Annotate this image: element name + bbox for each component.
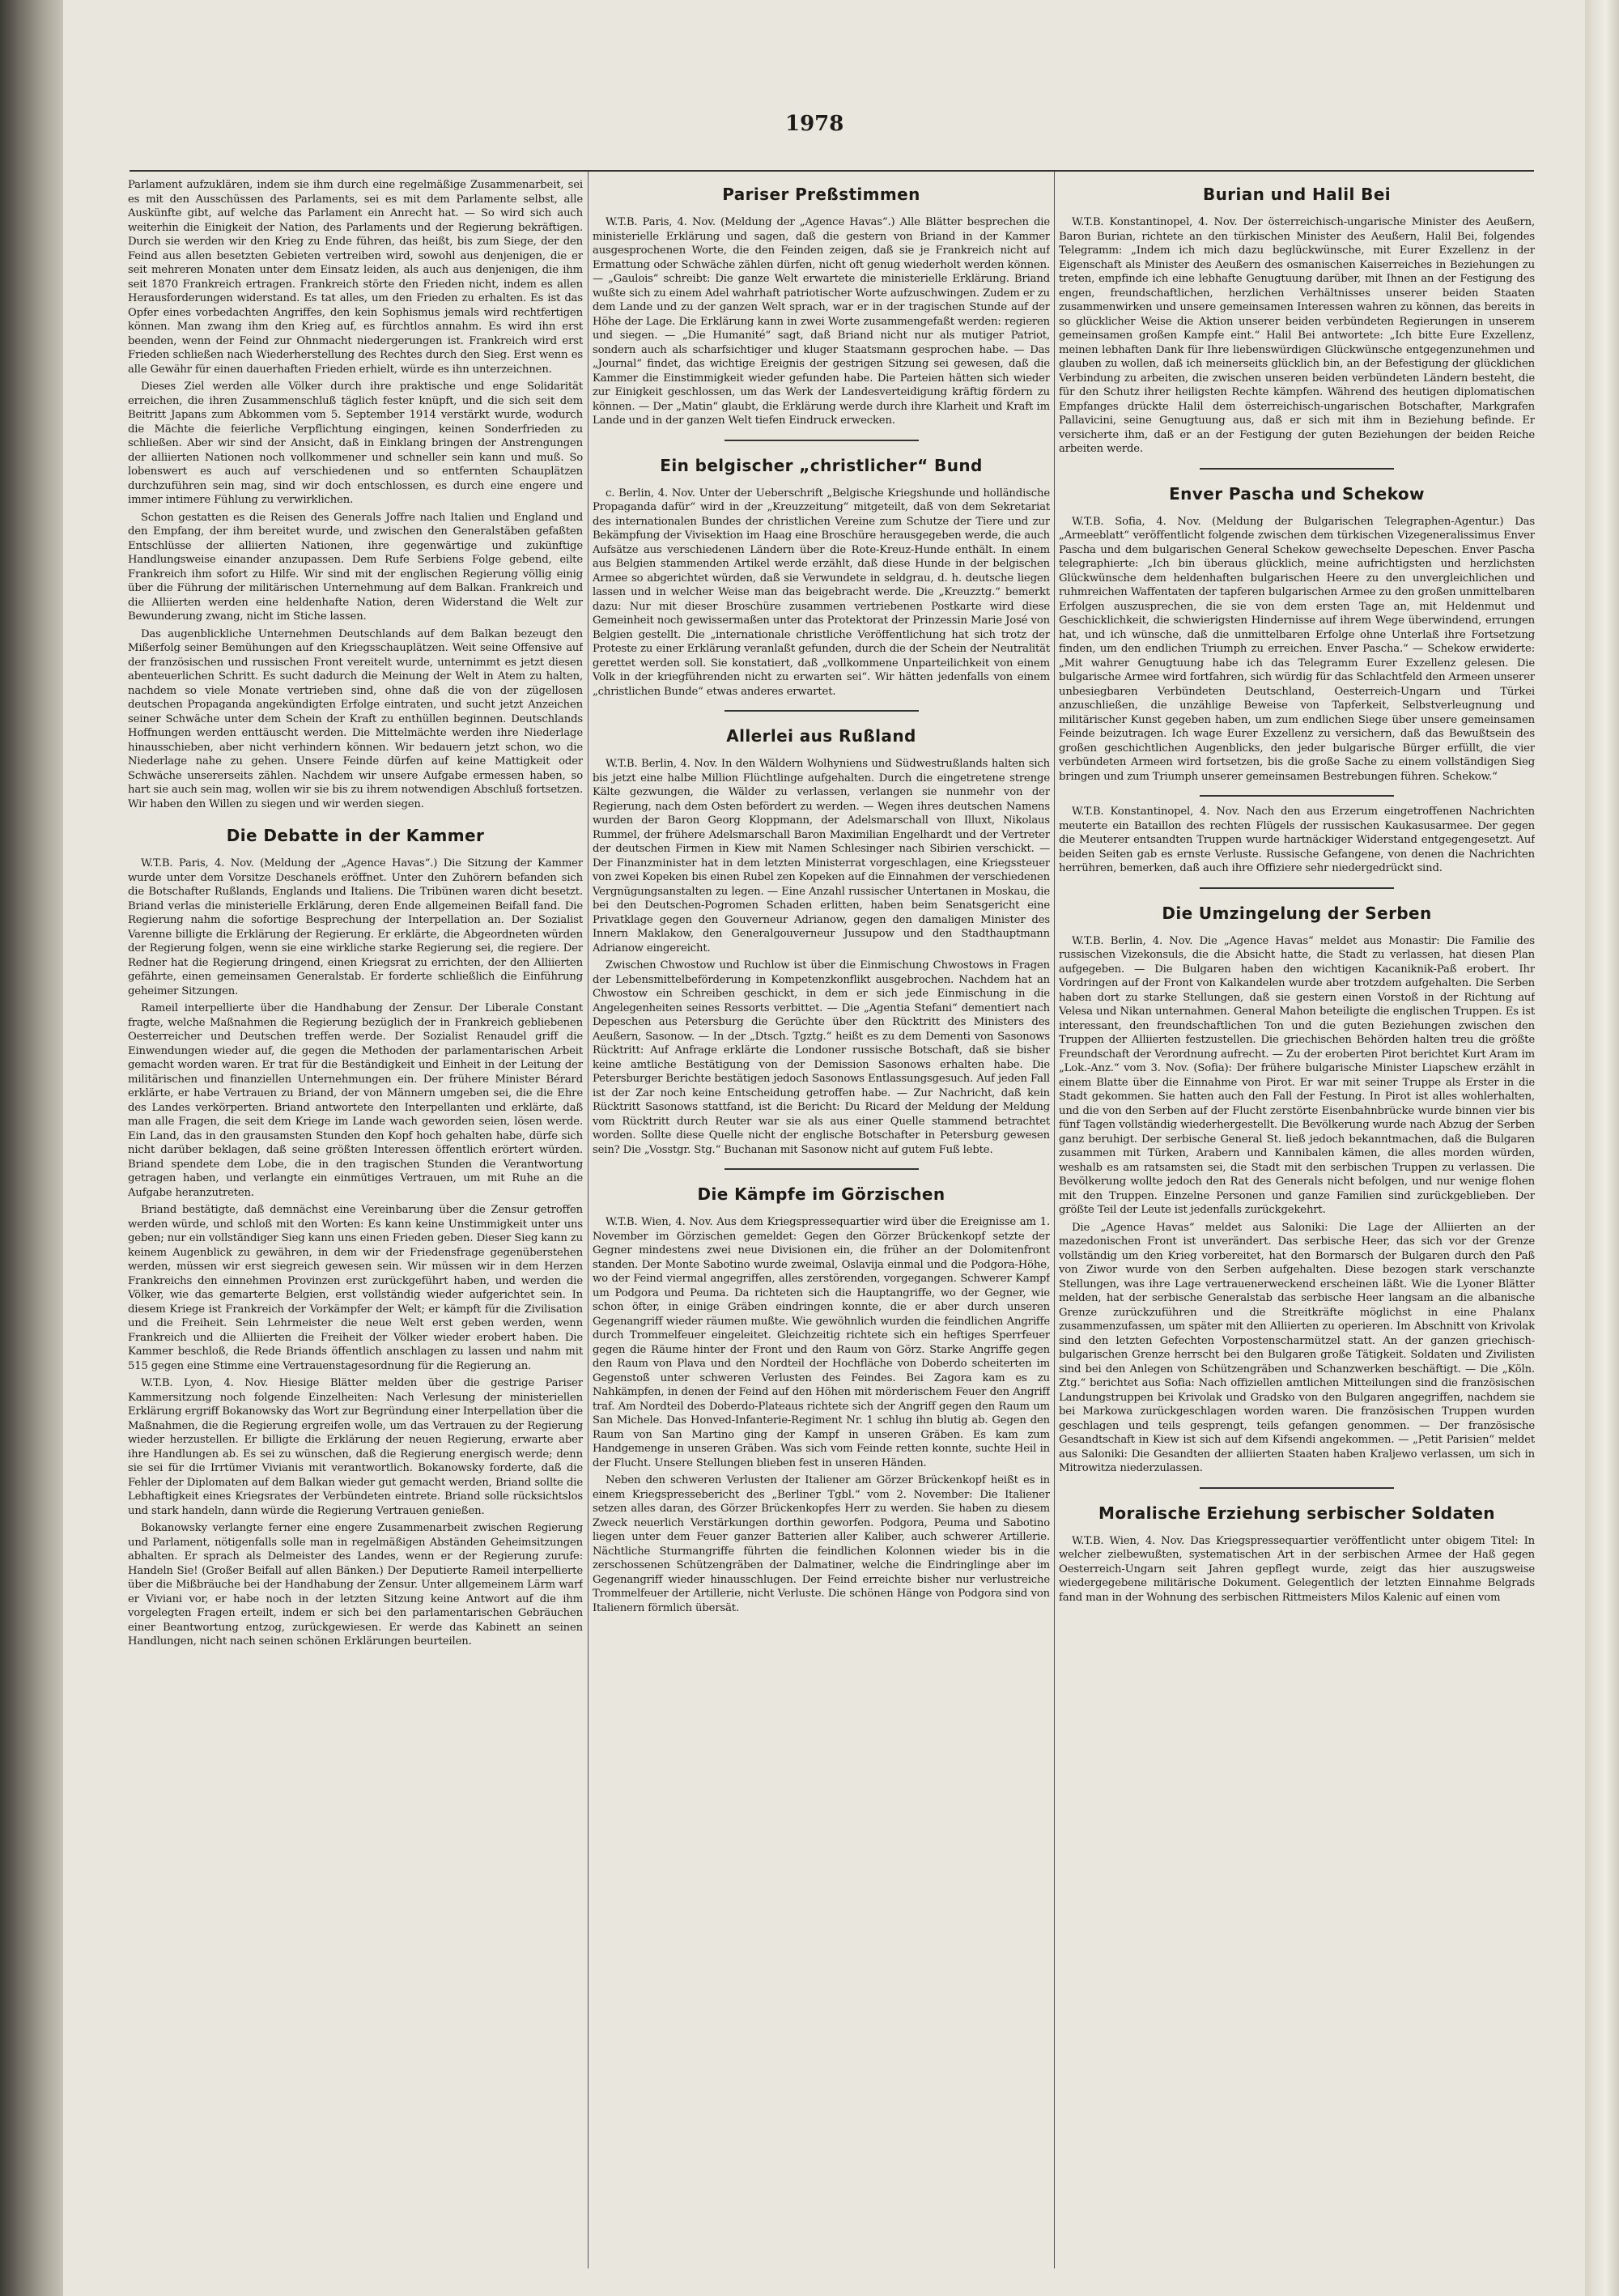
article-headline: Ein belgischer „christlicher“ Bund: [660, 455, 983, 475]
article-text: W.T.B. Wien, 4. Nov. Aus dem Kriegspressequartier wird über die Ereignisse am 1. November im Görzischen gemeldet: Gegen den Görzer Brückenkopf setzte der Gegner mindestens zwei neue Divisionen ein, die früher an der Dolomitenfront standen. Der Monte Sabotino wurde zweimal, Oslavija einmal und die Podgora-Höhe, wo der Feind viermal angegriffen, alles zerstörenden, vorgegangen. Schwerer Kampf um Podgora und Peuma. Da richteten sich die Hauptangriffe, wo der Gegner, wie schon öfter, in einige Gräben eindringen konnte, die er aber durch unseren Gegenangriff wieder räumen mußte. Wie gewöhnlich wurden die feindlichen Angriffe durch Trommelfeuer eingeleitet. Gleichzeitig richtete sich ein heftiges Sperrfeuer gegen die Räume hinter der Front und den Raum von Görz. Starke Angriffe gegen den Raum von Plava und den Nordteil der Hochfläche von Doberdo scheiterten im Gegenstoß unter schweren Verlusten des Feindes. Bei Zagora kam es zu Nahkämpfen, in denen der Feind auf den Höhen mit mörderischem Feuer den Angriff traf. Am Nordteil des Doberdo-Plateaus richtete sich der Angriff gegen den Raum um San Michele. Das Honved-Infanterie-Regiment Nr. 1 schlug ihn blutig ab. Gegen den Raum von San Martino ging der Kampf in unseren Gräben. Es kam zum Handgemenge in unseren Gräben. Was sich vom Feinde retten konnte, suchte Heil in der Flucht. Unsere Stellungen blieben fest in unseren Händen.: [593, 1216, 1050, 1469]
book-binding: [0, 0, 63, 2296]
column-right: [1059, 178, 1535, 2259]
article-text: Bokanowsky verlangte ferner eine engere Zusammenarbeit zwischen Regierung und Parlament, nötigenfalls solle man in regelmäßigen Abständen Geheimsitzungen abhalten. Er sprach als Delmeister des Landes, wenn er der Regierung zurufe: Handeln Sie! (Großer Beifall auf allen Bänken.) Der Deputierte Rameil interpellierte über die Mißbräuche bei der Handhabung der Zensur. Unter allgemeinem Lärm warf er Viviani vor, er habe noch in der letzten Sitzung keine Antwort auf die ihm vorgelegten Fragen erteilt, indem er sich bei den parlamentarischen Gebräuchen einer Beantwortung entzog, zurückgewiesen. Er werde das Kabinett an seinen Handlungen, nicht nach seinen schönen Erklärungen beurteilen.: [128, 1522, 583, 1648]
article-text: W.T.B. Paris, 4. Nov. (Meldung der „Agence Havas“.) Alle Blätter besprechen die ministerielle Erklärung und sagen, daß die gestern von Briand in der Kammer ausgesprochenen Worte, die den Feinden zeigen, daß sie je Frankreich nicht auf Ermattung oder Schwäche zählen dürfen, nicht oft genug wiederholt werden können. — „Gaulois“ schreibt: Die ganze Welt erwartete die ministerielle Erklärung. Briand wußte sich zu einem Adel wahrhaft patriotischer Worte aufzuschwingen. Zudem er zu dem Lande und zu der ganzen Welt sprach, war er in der tragischen Stunde auf der Höhe der Lage. Die Erklärung kann in zwei Worte zusammengefaßt werden: regieren und siegen. — „Die Humanité“ sagt, daß Briand nicht nur als mutiger Patriot, sondern auch als scharfsichtiger und kluger Staatsmann gesprochen habe. — Das „Journal“ findet, das wichtige Ereignis der gestrigen Sitzung sei gewesen, daß die Kammer die Einstimmigkeit wieder gefunden habe. Die Parteien hätten sich wieder zur Einigkeit geschlossen, um das Werk der Landesverteidigung kräftig fördern zu können. — Der „Matin“ glaubt, die Erklärung werde durch ihre Klarheit und Kraft im Lande und in der ganzen Welt tiefen Eindruck erwecken.: [593, 216, 1050, 427]
article-headline: Die Umzingelung der Serben: [1162, 903, 1432, 923]
article-text: Neben den schweren Verlusten der Italiener am Görzer Brückenkopf heißt es in einem Kriegspressebericht des „Berliner Tgbl.“ vom 2. November: Die Italiener setzen alles daran, des Görzer Brückenkopfes Herr zu werden. Sie haben zu diesem Zweck neuerlich Verstärkungen dorthin geworfen. Podgora, Peuma und Sabotino liegen unter dem Feuer ganzer Batterien aller Kaliber, auch schwerer Artillerie. Nächtliche Sturmangriffe führten die feindlichen Kolonnen wieder bis in die zerschossenen Schützengräben der Dalmatiner, welche die Eindringlinge aber im Gegenangriff wieder hinausschlugen. Der Feind erreichte bisher nur verlustreiche Trommelfeuer der Artillerie, nicht Verluste. Die schönen Hänge von Podgora sind von Italienern förmlich übersät.: [593, 1474, 1050, 1614]
section-separator: [725, 710, 919, 712]
article-text: W.T.B. Wien, 4. Nov. Das Kriegspressequartier veröffentlicht unter obigem Titel: In welcher zielbewußten, systematischen Art in der serbischen Armee der Haß gegen Oesterreich-Ungarn seit Jahren gepflegt wurde, zeigt das hier auszugsweise wiedergegebene militärische Dokument. Gelegentlich der letzten Einnahme Belgrads fand man in der Wohnung des serbischen Rittmeisters Milos Kalenic auf einen vom: [1059, 1534, 1535, 1604]
article-text: Rameil interpellierte über die Handhabung der Zensur. Der Liberale Constant fragte, welche Maßnahmen die Regierung bezüglich der in Frankreich gebliebenen Oesterreicher und Deutschen treffen werde. Der Sozialist Renaudel griff die Einwendungen wieder auf, die gegen die Methoden der parlamentarischen Arbeit gemacht worden waren. Er trat für die Beständigkeit und Einheit in der Leitung der militärischen und finanziellen Unternehmungen ein. Der frühere Minister Bérard erklärte, er habe Vertrauen zu Briand, der von Männern umgeben sei, die die Ehre des Landes verkörperten. Briand antwortete den Interpellanten und erklärte, daß man alle Fragen, die seit dem Kriege im Lande wach geworden seien, lösen werde. Ein Land, das in den grausamsten Stunden den Kopf hoch gehalten habe, dürfe sich nicht darüber beklagen, daß seine größten Interessen öffentlich erörtert würden. Briand spendete dem Lobe, die in den tragischen Stunden die Verantwortung getragen haben, und verlangte ein einmütiges Vertrauen, um mit Ruhe an die Aufgabe heranzutreten.: [128, 1002, 583, 1199]
section-separator: [1200, 468, 1394, 470]
section-separator: [1200, 1487, 1394, 1489]
article-text: Briand bestätigte, daß demnächst eine Vereinbarung über die Zensur getroffen werden würde, und schloß mit den Worten: Es kann keine Unstimmigkeit unter uns geben; nur ein vollständiger Sieg kann uns einen Frieden geben. Dieser Sieg kann zu keinem Augenblick zu gewähren, in dem wir der Friedensfrage gegenüberstehen werden, müssen wir erst siegreich gewesen sein. Wir müssen wir in dem Herzen Frankreichs den einnehmen Provinzen erst zurückgeführt haben, und werden die Völker, wie das gemarterte Belgien, erst vollständig wieder aufgerichtet sein. In diesem Kriege ist Frankreich der Vorkämpfer der Welt; er kämpft für die Zivilisation und die Freiheit. Sein Lehrmeister die neue Welt erst geben werden, wenn Frankreich und die Alliierten die Freiheit der Völker wieder erobert haben. Die Kammer beschloß, die Rede Briands öffentlich anschlagen zu lassen und nahm mit 515 gegen eine Stimme eine Vertrauenstagesordnung für die Regierung an.: [128, 1204, 583, 1372]
article-text: Schon gestatten es die Reisen des Generals Joffre nach Italien und England und den Empfang, der ihm bereitet wurde, und zwischen den Generalstäben gefaßten Entschlüsse der alliierten Nationen, ihre gegenwärtige und zukünftige Handlungsweise einander anzupassen. Dem Rufe Serbiens Folge gebend, eilte Frankreich ihm sofort zu Hilfe. Wir sind mit der englischen Regierung völlig einig über die Führung der militärischen Unternehmung auf dem Balkan. Frankreich und die Alliierten werden eine heldenhafte Nation, deren Widerstand die Welt zur Bewunderung zwang, nicht im Stiche lassen.: [128, 511, 583, 623]
column-divider: [1054, 172, 1055, 2268]
article-text: W.T.B. Berlin, 4. Nov. Die „Agence Havas“ meldet aus Monastir: Die Familie des russischen Vizekonsuls, die die Absicht hatte, die Stadt zu verlassen, hat diesen Plan aufgegeben. — Die Bulgaren haben den wichtigen Kacaniknik-Paß erobert. Ihr Vordringen auf der Front von Kalkandelen wurde aber trotzdem aufgehalten. Die Serben haben dort zu starke Stellungen, daß sie gestern einen Vorstoß in der Richtung auf Velesa und Nikan unternahmen. General Mahon beteiligte die englischen Truppen. Es ist interessant, den freundschaftlichen Ton und die guten Beziehungen zwischen den Truppen der Alliierten festzustellen. Die griechischen Behörden halten treu die größte Freundschaft der Verordnung aufrecht. — Zu der eroberten Pirot berichtet Kurt Aram im „Lok.-Anz.“ vom 3. Nov. (Sofia): Der frühere bulgarische Minister Liapschew erzählt in einem Blatte über die Einnahme von Pirot. Er war mit seiner Truppe als Erster in die Stadt gekommen. Sie hatten auch den Fall der Festung. In Pirot ist alles wohlerhalten, und die von den Serben auf der Flucht zerstörte Eisenbahnbrücke wurde binnen vier bis fünf Tagen vollständig wiederhergestellt. Die Bevölkerung wurde nach Abzug der Serben ganz beruhigt. Der serbische General St. ließ jedoch bekanntmachen, daß die Bulgaren zusammen mit Türken, Arabern und Kannibalen kämen, die alles morden würden, weshalb es am ratsamsten sei, die Stadt mit den serbischen Truppen zu verlassen. Die Bevölkerung wollte jedoch den Rat des Generals nicht befolgen, und nur wenige flohen mit den Truppen. Einzelne Personen und ganze Familien sind zurückgeblieben. Der größte Teil der Leute ist jedenfalls zurückgekehrt.: [1059, 934, 1535, 1216]
article-text: W.T.B. Berlin, 4. Nov. In den Wäldern Wolhyniens und Südwestrußlands halten sich bis jetzt eine halbe Million Flüchtlinge aufgehalten. Durch die eingetretene strenge Kälte gezwungen, die Wälder zu verlassen, verlangen sie nunmehr von der Regierung, nach dem Osten befördert zu werden. — Wegen ihres deutschen Namens wurden der Baron Georg Kloppmann, der Adelsmarschall von Illuxt, Nikolaus Rummel, der frühere Adelsmarschall Baron Maximilian Engelhardt und der Vertreter der deutschen Firmen in Kiew mit Namen Schlesinger nach Sibirien verschickt. — Der Finanzminister hat in dem letzten Ministerrat vorgeschlagen, eine Kriegssteuer von zwei Kopeken bis einen Rubel zen Kopeken auf die Einnahmen der verschiedenen Vergnügungsanstalten zu legen. — Eine Anzahl russischer Untertanen in Moskau, die bei den Deutschen-Pogromen Schaden erlitten, haben beim Senatsgericht eine Privatklage gegen den Gouverneur Adrianow, gegen den damaligen Minister des Innern Maklakow, den Generalgouverneur Jussupow und den Stadthauptmann Adrianow eingereicht.: [593, 758, 1050, 955]
column-middle: [593, 178, 1050, 2259]
article-text: W.T.B. Lyon, 4. Nov. Hiesige Blätter melden über die gestrige Pariser Kammersitzung noch folgende Einzelheiten: Nach Verlesung der ministeriellen Erklärung ergriff Bokanowsky das Wort zur Begründung einer Interpellation über die Maßnahmen, die die Regierung ergreifen wolle, um das Vertrauen zu der Regierung wieder herzustellen. Er billigte die Erklärung der neuen Regierung, erwarte aber ihre Handlungen ab. Es sei zu wünschen, daß die Regierung energisch werde; denn sie sei für die Irrtümer Vivianis mit verantwortlich. Bokanowsky forderte, daß die Fehler der Diplomaten auf dem Balkan wieder gut gemacht werden, Briand sollte die Lebhaftigkeit eines Kriegsrates der Verbündeten eintrete. Briand solle rücksichtslos und stark handeln, dann würde die Regierung Vertrauen genießen.: [128, 1377, 583, 1517]
next-page-edge: [1585, 0, 1619, 2296]
article-text: W.T.B. Sofia, 4. Nov. (Meldung der Bulgarischen Telegraphen-Agentur.) Das „Armeeblatt“ veröffentlicht folgende zwischen dem türkischen Vizegeneralissimus Enver Pascha und dem bulgarischen General Schekow gewechselte Depeschen. Enver Pascha telegraphierte: „Ich bin überaus glücklich, meine aufrichtigsten und herzlichsten Glückwünsche dem heldenhaften bulgarischen Heere zu den unvergleichlichen und ruhmreichen Waffentaten der tapferen bulgarischen Armee zu den großen unmittelbaren Erfolgen auszusprechen, die sie von dem ersten Tage an, mit Heldenmut und Geschicklichkeit, die schwierigsten Hindernisse auf ihrem Wege überwindend, errungen hat, und ich wünsche, daß die unmittelbaren Erfolge ohne Unterlaß ihre Fortsetzung finden, um den endlichen Triumph zu erreichen. Enver Pascha.“ — Schekow erwiderte: „Mit wahrer Genugtuung habe ich das Telegramm Eurer Exzellenz gelesen. Die bulgarische Armee wird fortfahren, sich würdig für das Schlachtfeld den Armeen unserer unbesiegbaren Verbündeten Deutschland, Oesterreich-Ungarn und Türkei anzuschließen, die unzählige Beweise von Tapferkeit, Selbstverleugnung und militärischer Kunst gegeben haben, um zum endlichen Siege über unsere gemeinsamen Feinde beizutragen. Ich wage Eurer Exzellenz zu versichern, daß das Bewußtsein des großen geschichtlichen Augenblicks, den jeder bulgarische Bürger erfüllt, die vier verbündeten Armeen wird fortsetzen, bis die große Sache zu einem vollständigen Sieg bringen und zum Triumph unserer gemeinsamen Bestrebungen führen. Schekow.“: [1059, 515, 1535, 783]
section-separator: [1200, 887, 1394, 889]
article-text: Das augenblickliche Unternehmen Deutschlands auf dem Balkan bezeugt den Mißerfolg seiner Bemühungen auf den Kriegsschauplätzen. Weit seine Offensive auf der französischen und russischen Front vereitelt wurde, unternimmt es jetzt diesen abenteuerlichen Schritt. Es sucht dadurch die Meinung der Welt in Atem zu halten, nachdem so viele Monate vertrieben sind, ohne daß die von der zügellosen deutschen Propaganda angekündigten Erfolge eintraten, und sucht jetzt Anzeichen seiner Schwäche unter dem Schein der Kraft zu enthüllen beginnen. Deutschlands Hoffnungen werden enttäuscht werden. Die Mittelmächte werden ihre Niederlage hinausschieben, aber nicht verhindern können. Wir bedauern jetzt schon, wo die Niederlage nahe zu gehen. Unsere Feinde dürfen auf keine Mattigkeit oder Schwäche unsererseits zählen. Nachdem wir unsere Aufgabe ermessen haben, so hart sie auch sein mag, wollen wir sie bis zu ihrem notwendigen Abschluß fortsetzen. Wir haben den Willen zu siegen und wir werden siegen.: [128, 627, 583, 810]
section-separator: [1200, 795, 1394, 797]
article-headline: Enver Pascha und Schekow: [1169, 483, 1425, 504]
section-separator: [725, 1168, 919, 1170]
article-headline: Die Kämpfe im Görzischen: [697, 1184, 945, 1204]
header-rule: [130, 170, 1534, 172]
article-headline: Allerlei aus Rußland: [726, 726, 916, 746]
article-text: W.T.B. Paris, 4. Nov. (Meldung der „Agence Havas“.) Die Sitzung der Kammer wurde unter dem Vorsitze Deschanels eröffnet. Unter den Zuhörern befanden sich die Botschafter Rußlands, Englands und Italiens. Die Tribünen waren dicht besetzt. Briand verlas die ministerielle Erklärung, deren Ende allgemeinen Beifall fand. Die Regierung nahm die sofortige Besprechung der Interpellation an. Der Sozialist Varenne billigte die Erklärung der Regierung. Er erklärte, die Abgeordneten würden der Regierung folgen, wenn sie eine wirkliche starke Regierung sei, die regiere. Der Redner hat die Regierung dringend, einen Kriegsrat zu errichten, der den Alliierten gefährte, einen gemeinsamen Generalstab. Er forderte schließlich die Einführung geheimer Sitzungen.: [128, 857, 583, 997]
column-left: [128, 178, 583, 2259]
column-divider: [588, 172, 589, 2268]
article-text: c. Berlin, 4. Nov. Unter der Ueberschrift „Belgische Kriegshunde und holländische Propaganda dafür“ wird in der „Kreuzzeitung“ mitgeteilt, daß von dem Sekretariat des internationalen Bundes der christlichen Vereine zum Schutze der Tiere und zur Bekämpfung der Vivisektion im Haag eine Broschüre herausgegeben werde, die auch Aufsätze aus verschiedenen Ländern über die Rote-Kreuz-Hunde enthält. In einem aus Belgien stammenden Artikel werde erzählt, daß diese Hunde in der belgischen Armee so abgerichtet würden, daß sie Verwundete in seldgrau, d. h. deutsche liegen lassen und in welcher Weise man das beigebracht werde. Die „Kreuzztg.“ bemerkt dazu: Nur mit dieser Broschüre zusammen vertriebenen Postkarte wird diese Gemeinheit noch gewissermaßen unter das Protektorat der Prinzessin Marie José von Belgien gestellt. Die „internationale christliche Veröffentlichung hat sich trotz der Proteste zu einer Erklärung veranlaßt gefunden, durch die der Schein der Neutralität gerettet werden soll. Sie konstatiert, daß „vollkommene Unparteilichkeit von einem Volk in der kriegführenden nicht zu erwarten sei“. Wir hätten jedenfalls von einem „christlichen Bunde“ etwas anderes erwartet.: [593, 487, 1050, 698]
article-text: W.T.B. Konstantinopel, 4. Nov. Der österreichisch-ungarische Minister des Aeußern, Baron Burian, richtete an den türkischen Minister des Aeußern, Halil Bei, folgendes Telegramm: „Indem ich mich dazu beglückwünsche, mit Eurer Exzellenz in der Eigenschaft als Minister des Aeußern des osmanischen Kaiserreiches in Beziehungen zu treten, empfinde ich eine lebhafte Genugtuung darüber, mit Ihnen an der Festigung des engen, freundschaftlichen, herzlichen Verhältnisses unserer beiden Staaten zusammenwirken und unsere gemeinsamen Interessen wahren zu können, das bereits in so glücklicher Weise die Aktion unserer beiden verbündeten Regierungen in unserem gemeinsamen großen Kampfe eint.“ Halil Bei antwortete: „Ich bitte Eure Exzellenz, meinen lebhaften Dank für Ihre liebenswürdigen Glückwünsche entgegenzunehmen und glauben zu wollen, daß ich meinerseits glücklich bin, an der Befestigung der glücklichen Verbindung zu arbeiten, die zwischen unseren beiden verbündeten Ländern besteht, die für den Schutz ihrer heiligsten Rechte kämpfen. Während des heutigen diplomatischen Empfanges drückte Halil dem österreichisch-ungarischen Botschafter, Markgrafen Pallavicini, seine Genugtuung aus, daß er sich mit ihm in Beziehung befinde. Er versicherte ihm, daß er an der Festigung der guten Beziehungen der beiden Reiche arbeiten werde.: [1059, 216, 1535, 455]
article-text: W.T.B. Konstantinopel, 4. Nov. Nach den aus Erzerum eingetroffenen Nachrichten meuterte ein Bataillon des rechten Flügels der russischen Kaukasusarmee. Der gegen die Meuterer entsandten Truppen wurde hartnäckiger Widerstand entgegengesetzt. Auf beiden Seiten gab es ernste Verluste. Russische Gefangene, von denen die Nachrichten herrühren, bemerken, daß auch ihre Offiziere sehr niedergedrückt sind.: [1059, 806, 1535, 874]
page-number: 1978: [785, 112, 844, 136]
article-headline: Moralische Erziehung serbischer Soldaten: [1098, 1503, 1495, 1523]
article-headline: Burian und Halil Bei: [1202, 185, 1392, 204]
article-text: Parlament aufzuklären, indem sie ihm durch eine regelmäßige Zusammenarbeit, sei es mit den Ausschüssen des Parlaments, sei es mit dem Parlamente selbst, alle Auskünfte gibt, auf welche das Parlament ein Anrecht hat. — So wird sich auch weiterhin die Einigkeit der Nation, des Parlaments und der Regierung bekräftigen. Durch sie werden wir den Krieg zu Ende führen, das heißt, bis zum Siege, der den Feind aus allen besetzten Gebieten vertreiben wird, sowohl aus denjenigen, die er seit mehreren Monaten unter dem Einsatz leiden, als auch aus denjenigen, die ihm seit 1870 Frankreich ertragen. Frankreich störte den Frieden nicht, indem es allen Herausforderungen widerstand. Es tat alles, um den Frieden zu erhalten. Es ist das Opfer eines vorbedachten Angriffes, den kein Sophismus jemals wird rechtfertigen können. Man zwang ihm den Krieg auf, es fürchtlos annahm. Es wird ihn erst beenden, wenn der Feind zur Ohnmacht niedergerungen ist. Frankreich wird erst Frieden schließen nach Wiederherstellung des Rechtes durch den Sieg. Erst wenn es alle Gewähr für einen dauerhaften Frieden erhielt, würde es ihn unterzeichnen.: [128, 179, 583, 376]
article-text: Zwischen Chwostow und Ruchlow ist über die Einmischung Chwostows in Fragen der Lebensmittelbeförderung in Kompetenzkonflikt ausgebrochen. Nachdem hat an Chwostow ein Schreiben geschickt, in dem er sich jede Einmischung in die Angelegenheiten seines Ressorts verbittet. — Die „Agentia Stefani“ dementiert nach Depeschen aus Petersburg die Gerüchte über den Rücktritt des Ministers des Aeußern, Sasonow. — In der „Dtsch. Tgztg.“ heißt es zu dem Dementi von Sasonows Rücktritt: Auf Anfrage erklärte die Londoner russische Botschaft, daß sie bisher keine amtliche Bestätigung von der Demission Sasonows erhalten habe. Die Petersburger Berichte bestätigen jedoch Sasonows Entlassungsgesuch. Auf jeden Fall ist der Zar noch keine Entscheidung getroffen habe. — Zur Nachricht, daß kein Rücktritt Sasonows stattfand, ist die Bericht: Du Ricard der Meldung der Meldung vom Rücktritt durch Reuter war sie als aus einer Quelle stammend betrachtet worden. Sollte diese Quelle nicht der englische Botschafter in Petersburg gewesen sein? Die „Vosstgr. Stg.“ Buchanan mit Sasonow nicht auf gutem Fuß lebte.: [593, 959, 1050, 1156]
article-headline: Die Debatte in der Kammer: [226, 826, 485, 845]
article-text: Die „Agence Havas“ meldet aus Saloniki: Die Lage der Alliierten an der mazedonischen Front ist unverändert. Das serbische Heer, das sich vor der Grenze vollständig um den Krieg vorbereitet, hat den Bormarsch der Bulgaren durch den Paß von Ziwor wurde von den Serben aufgehalten. Diese bezogen stark verschanzte Stellungen, was ihre Lage vertrauenerweckend erscheinen läßt. Wie die Lyoner Blätter melden, hat der serbische Generalstab das serbische Heer langsam an die albanische Grenze zurückzuführen und die Streitkräfte möglichst in eine Phalanx zusammenzufassen, um später mit den Alliierten zu operieren. Im Abschnitt von Krivolak sind den letzten Gefechten Vorpostenscharmützel statt. An der ganzen griechisch-bulgarischen Grenze herrscht bei den Bulgaren große Tätigkeit. Soldaten und Zivilisten sind bei den Anlegen von Schützengräben und Schanzwerken beschäftigt. — Die „Köln. Ztg.“ berichtet aus Sofia: Nach offiziellen amtlichen Mitteilungen sind die französischen Landungstruppen bei Krivolak und Gradsko von den Bulgaren angegriffen, nachdem sie bei Markowa zurückgeschlagen worden waren. Die französischen Truppen wurden geschlagen und teils gesprengt, teils gefangen genommen. — Der französische Gesandtschaft in Kiew ist sich auf dem Kifsendi angekommen. — „Petit Parisien“ meldet aus Saloniki: Die Gesandten der alliierten Staaten haben Kraljewo verlassen, um sich in Mitrowitza niederzulassen.: [1059, 1221, 1535, 1474]
article-text: Dieses Ziel werden alle Völker durch ihre praktische und enge Solidarität erreichen, die ihren Zusammenschluß täglich fester knüpft, und die sich seit dem Beitritt Japans zum Abkommen vom 5. September 1914 verstärkt wurde, wodurch die Mächte die feierliche Verpflichtung eingingen, keinen Sonderfrieden zu schließen. Aber wir sind der Ansicht, daß in Einklang bringen der Anstrengungen der alliierten Nationen noch vollkommener und schneller sein kann und muß. So lobenswert es auch auf verschiedenen und so entfernten Schauplätzen durchzuführen sein mag, sind wir doch entschlossen, es durch eine engere und immer intimere Fühlung zu verwirklichen.: [128, 381, 583, 506]
section-separator: [725, 440, 919, 441]
article-headline: Pariser Preßstimmen: [722, 185, 920, 204]
